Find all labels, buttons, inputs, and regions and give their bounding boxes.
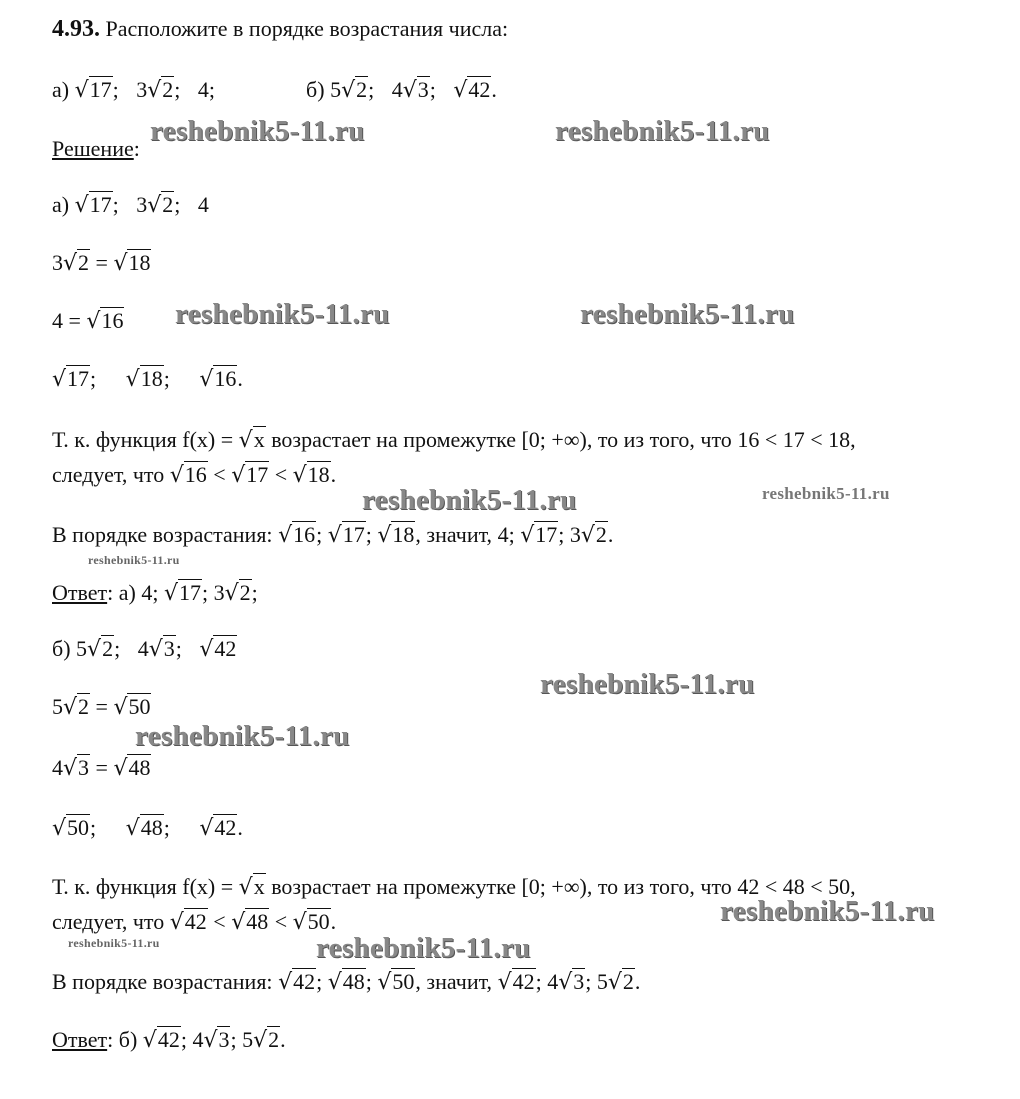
- part-b-ascending: В порядке возрастания: √42; √48; √50, значит, √42; 4√3; 5√2.: [52, 969, 641, 995]
- problem-number: 4.93.: [52, 16, 100, 42]
- part-b-label: б): [306, 77, 325, 102]
- follows-label: следует, что: [52, 909, 170, 934]
- eq-5sqrt2: 5√2 = √50: [52, 694, 151, 720]
- since-mid: возрастает на промежутке [0; +∞), то из того, что: [265, 427, 738, 452]
- watermark: reshebnik5-11.ru: [88, 553, 180, 567]
- part-b-reason: Т. к. функция f(x) = √x возрастает на промежутке [0; +∞), то из того, что 42 < 48 < 50,: [52, 874, 856, 900]
- chain-a: 16 < 17 < 18,: [737, 427, 856, 452]
- sqrt-2: √2: [147, 192, 174, 218]
- part-b-follows: следует, что √42 < √48 < √50.: [52, 909, 337, 935]
- watermark: reshebnik5-11.ru: [68, 936, 160, 950]
- answer-b-prefix: б): [118, 1027, 138, 1052]
- problem-statement: Расположите в порядке возрастания числа:: [105, 16, 509, 41]
- part-a-list: а) √17; 3√2; 4: [52, 190, 209, 221]
- watermark: reshebnik5-11.ru: [720, 895, 935, 927]
- sqrt-2: √2: [341, 77, 368, 103]
- problem-header: [52, 14, 508, 44]
- watermark: reshebnik5-11.ru: [362, 484, 577, 516]
- part-b-label: б): [52, 636, 71, 661]
- answer-label: Ответ: [52, 1027, 108, 1052]
- eq-4sqrt3: 4√3 = √48: [52, 755, 151, 781]
- ascending-label: В порядке возрастания:: [52, 522, 279, 547]
- watermark: reshebnik5-11.ru: [150, 115, 365, 147]
- means-label: , значит,: [415, 969, 498, 994]
- answer-label: Ответ: [52, 580, 108, 605]
- ascending-label: В порядке возрастания:: [52, 969, 279, 994]
- solution-label: Решение: [52, 136, 134, 161]
- watermark: reshebnik5-11.ru: [555, 115, 770, 147]
- since-prefix: Т. к. функция f(x) =: [52, 427, 239, 452]
- watermark: reshebnik5-11.ru: [540, 668, 755, 700]
- part-b-roots: √50; √48; √42.: [52, 815, 243, 841]
- sqrt-42: √42: [453, 77, 491, 103]
- part-a-reason: Т. к. функция f(x) = √x возрастает на промежутке [0; +∞), то из того, что 16 < 17 < 18,: [52, 427, 856, 453]
- since-prefix: Т. к. функция f(x) =: [52, 874, 239, 899]
- answer-a: Ответ: а) 4; √17; 3√2;: [52, 580, 258, 606]
- watermark: reshebnik5-11.ru: [175, 298, 390, 330]
- solution-heading: Решение:: [52, 136, 140, 161]
- watermark: reshebnik5-11.ru: [316, 932, 531, 964]
- sqrt-2: √2: [147, 77, 174, 103]
- eq-4: 4 = √16: [52, 308, 124, 334]
- follows-label: следует, что: [52, 462, 170, 487]
- part-a-label: а): [52, 192, 70, 217]
- eq-3sqrt2: 3√2 = √18: [52, 250, 151, 276]
- sqrt-17: √17: [74, 192, 112, 218]
- chain-b: 42 < 48 < 50,: [737, 874, 856, 899]
- since-mid: возрастает на промежутке [0; +∞), то из того, что: [265, 874, 738, 899]
- problem-items: а) √17; 3√2; 4; б) 5√2; 4√3; √42.: [52, 75, 497, 106]
- watermark: reshebnik5-11.ru: [762, 484, 890, 503]
- answer-a-prefix: а) 4;: [118, 580, 159, 605]
- answer-b: Ответ: б) √42; 4√3; 5√2.: [52, 1027, 286, 1053]
- part-a-ascending: В порядке возрастания: √16; √17; √18, значит, 4; √17; 3√2.: [52, 522, 614, 548]
- sqrt-3: √3: [402, 77, 429, 103]
- part-a-follows: следует, что √16 < √17 < √18.: [52, 462, 337, 488]
- part-a-roots: √17; √18; √16.: [52, 366, 243, 392]
- watermark: reshebnik5-11.ru: [135, 720, 350, 752]
- sqrt-17: √17: [74, 77, 112, 103]
- part-a-label: а): [52, 77, 70, 102]
- part-b-list: б) 5√2; 4√3; √42: [52, 636, 237, 662]
- means-label: , значит,: [415, 522, 498, 547]
- watermark: reshebnik5-11.ru: [580, 298, 795, 330]
